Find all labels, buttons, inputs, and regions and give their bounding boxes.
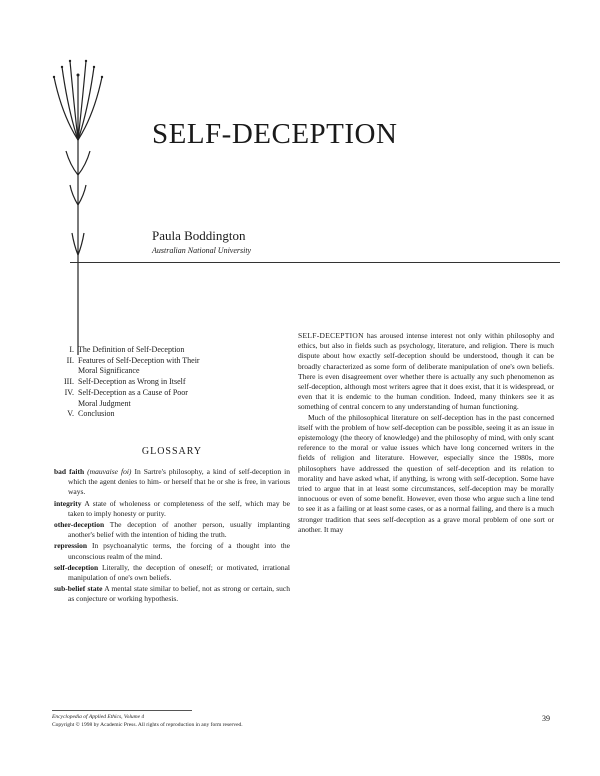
outline-item: Moral Significance [78,366,140,376]
glossary-entry: bad faith (mauvaise foi) In Sartre's philosophy, a kind of self-deception in which the agent denies to him- or herself that he or she is free, in various ways. [54,466,291,497]
header-divider [70,262,560,263]
outline-item: II. Features of Self-Deception with Their [66,355,200,365]
glossary-entry: integrity A state of wholeness or completeness of the self, which may be taken to imply honesty or purity. [54,498,290,518]
glossary-entry: other-deception The deception of another person, usually implanting another's belief with the intention of hiding the truth. [54,519,290,540]
page-title: SELF-DECEPTION [152,118,398,150]
outline-item: IV. Self-Deception as a Cause of Poor [64,387,188,397]
outline-item: I. The Definition of Self-Deception [69,345,185,354]
footer-source: Encyclopedia of Applied Ethics, Volume 4 [52,714,145,720]
decorative-ornament-icon [48,55,108,355]
right-column [298,331,554,535]
author-name: Paula Boddington [152,228,246,243]
glossary-entry: repression In psychoanalytic terms, the forcing of a thought into the unconscious realm of the mind. [54,541,290,561]
footnote-divider [52,710,192,711]
body-paragraph: Much of the philosophical literature on self-deception has in the past concerned itself with the problem of how self-deception can be possible, seeing it as an issue in epistemology (the theory of knowledge) and the philosophy of mind, with only scant reference to the moral or value issues which have long concerned writers in the fields of religion and literature. However, especially since the 1980s, more philosophers have addressed the question of self-deception and its relation to morality and have asked what, if anything, is wrong with self-deception. Some have tried to argue that in at least some circumstances, self-deception may be morally innocuous or even of some benefit. However, even those who argue such a line tend to see it as a failing or at least some cases, or as a normal failing, and there is a much stronger tradition that sees self-deception as a grave moral problem of one sort or another. It may [298,412,554,534]
glossary-heading: GLOSSARY [141,445,203,457]
outline-item: III. Self-Deception as Wrong in Itself [64,377,186,387]
glossary-entry: self-deception Literally, the deception of oneself; or motivated, irrational manipulation of one's own beliefs. [54,562,290,582]
page-number: 39 [542,714,550,723]
body-paragraph: SELF-DECEPTION has aroused intense interest not only within philosophy and ethics, but also in fields such as psychology, literature, and religion. There is much dispute about how exactly self-deception should be understood, though it can be broadly characterized as some form of deliberate manipulation of one's own beliefs. There is even disagreement over whether there is actually any such phenomenon as self-deception, although most writers agree that it does exist, that it is widespread, or even that it is endemic to the human condition. Indeed, many thinkers see it as something of central concern to any understanding of human functioning. [298,331,555,412]
glossary-entry: sub-belief state A mental state similar to belief, not as strong or certain, such as conjecture or working hypothesis. [54,584,290,604]
outline-list [54,345,290,420]
outline-item: V. Conclusion [67,409,115,419]
outline-item: Moral Judgment [78,398,131,408]
glossary-list [54,467,290,605]
left-column [54,345,290,606]
author-affiliation: Australian National University [152,246,252,255]
footer-copyright: Copyright © 1998 by Academic Press. All rights of reproduction in any form reserved. [52,722,243,728]
